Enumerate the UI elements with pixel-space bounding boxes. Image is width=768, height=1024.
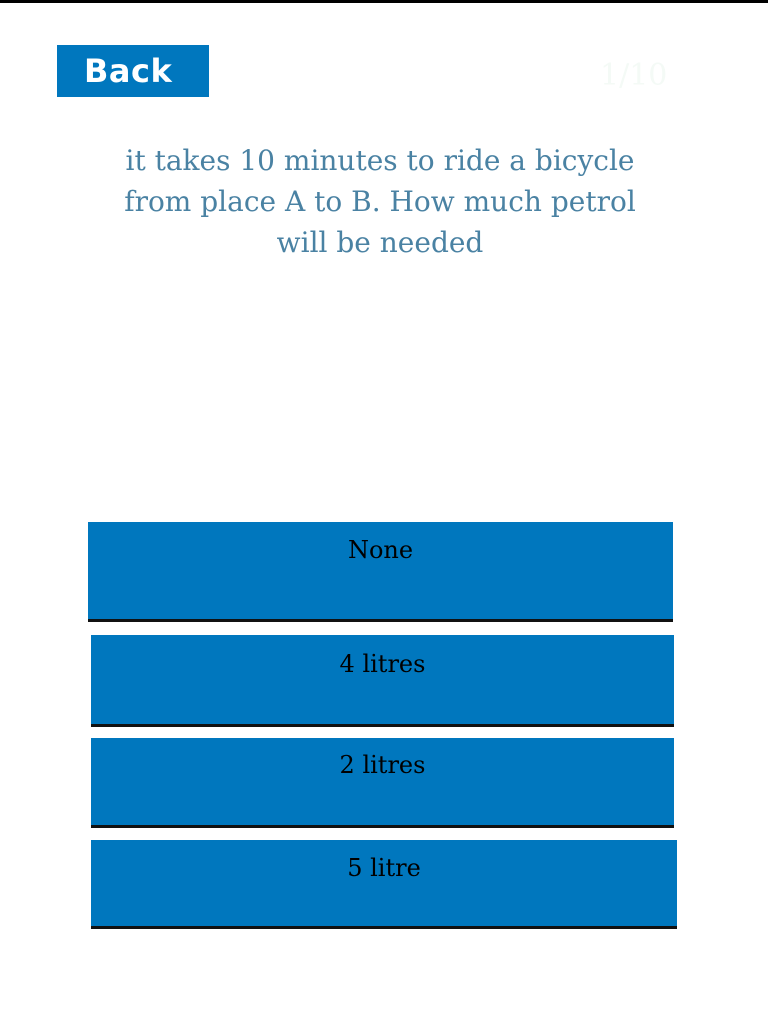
answer-label: 4 litres — [339, 650, 426, 678]
answer-option-5-litre[interactable] — [91, 840, 677, 929]
answer-label: 5 litre — [347, 854, 421, 882]
answer-option-none[interactable] — [88, 522, 673, 622]
answer-label: None — [347, 536, 414, 564]
top-border — [0, 0, 768, 3]
back-button[interactable]: Back — [57, 45, 209, 97]
question-text: it takes 10 minutes to ride a bicycle from place A to B. How much petrol will be needed — [124, 144, 636, 259]
answer-option-2-litres[interactable] — [91, 738, 674, 828]
question-counter: 1/10 — [600, 58, 668, 93]
answer-label: 2 litres — [339, 751, 426, 779]
answer-option-4-litres[interactable] — [91, 635, 674, 727]
